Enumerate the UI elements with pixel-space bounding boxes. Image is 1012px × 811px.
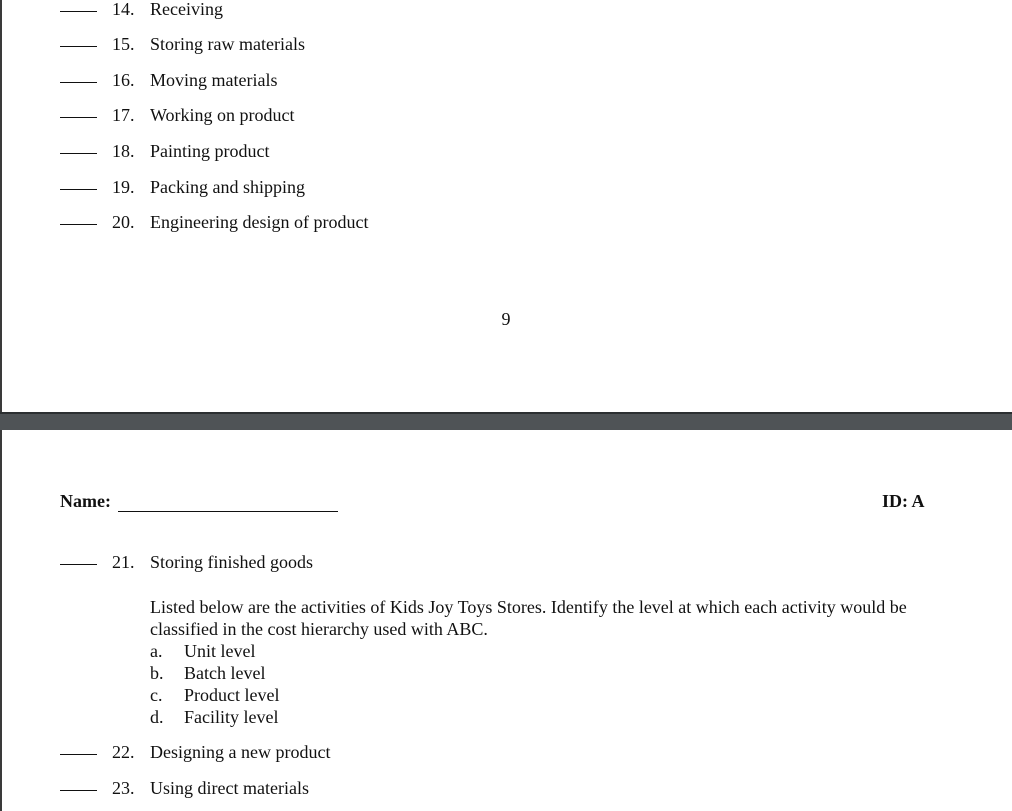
question-text: Storing raw materials <box>150 34 305 54</box>
instructions-paragraph: Listed below are the activities of Kids Joy Toys Stores. Identify the level at which each activity would be classified in the cost hierarchy used with ABC. <box>150 597 907 639</box>
question-number: 22. <box>112 742 135 762</box>
question-number: 14. <box>112 0 135 19</box>
name-label: Name: <box>60 491 111 511</box>
question-text: Receiving <box>150 0 223 19</box>
question-text: Designing a new product <box>150 742 331 762</box>
question-number: 19. <box>112 177 135 197</box>
question-number: 17. <box>112 105 135 125</box>
question-text: Using direct materials <box>150 778 309 798</box>
name-field-line[interactable] <box>118 511 338 512</box>
question-text: Working on product <box>150 105 295 125</box>
question-text: Storing finished goods <box>150 552 314 572</box>
option-text: Batch level <box>184 663 266 683</box>
question-number: 20. <box>112 212 135 232</box>
question-number: 23. <box>112 778 135 798</box>
answer-blank[interactable] <box>60 153 97 154</box>
answer-blank[interactable] <box>60 117 97 118</box>
option-text: Unit level <box>184 641 256 661</box>
question-number: 18. <box>112 141 135 161</box>
option-letter: a. <box>150 641 163 661</box>
answer-blank[interactable] <box>60 82 97 83</box>
question-number: 21. <box>112 552 135 572</box>
question-text: Moving materials <box>150 70 278 90</box>
question-text: Engineering design of product <box>150 212 369 232</box>
page-number: 9 <box>501 309 511 329</box>
answer-blank[interactable] <box>60 790 97 791</box>
page-separator <box>0 412 1012 430</box>
question-number: 15. <box>112 34 135 54</box>
question-text: Painting product <box>150 141 270 161</box>
answer-blank[interactable] <box>60 564 97 565</box>
answer-blank[interactable] <box>60 11 97 12</box>
answer-blank[interactable] <box>60 224 97 225</box>
answer-blank[interactable] <box>60 189 97 190</box>
option-letter: b. <box>150 663 164 683</box>
question-text: Packing and shipping <box>150 177 305 197</box>
id-label: ID: A <box>882 491 925 511</box>
answer-blank[interactable] <box>60 754 97 755</box>
option-letter: d. <box>150 707 164 727</box>
option-text: Product level <box>184 685 280 705</box>
option-letter: c. <box>150 685 163 705</box>
answer-blank[interactable] <box>60 46 97 47</box>
question-number: 16. <box>112 70 135 90</box>
option-text: Facility level <box>184 707 279 727</box>
